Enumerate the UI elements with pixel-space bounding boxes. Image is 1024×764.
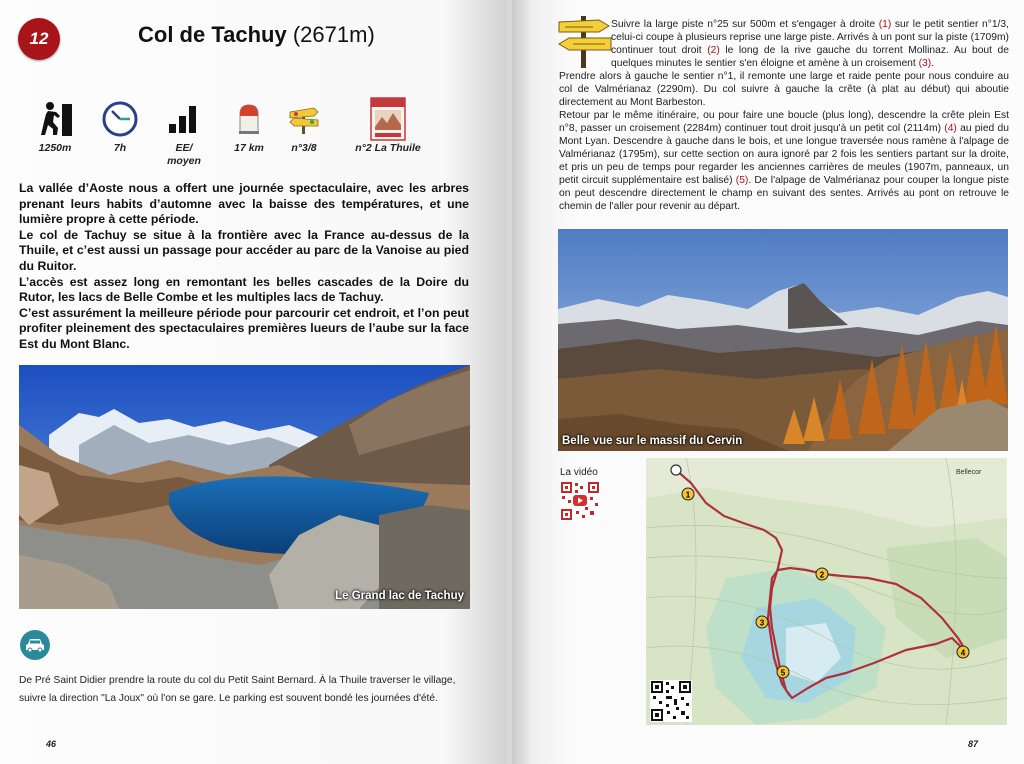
route-map [646, 458, 1007, 725]
page-number-right: 87 [968, 739, 979, 749]
stat-route-number [259, 98, 349, 155]
title-altitude: (2671m) [292, 22, 375, 47]
route-paragraph-3: Retour par le même itinéraire, ou pour faire une boucle (plus long), descendre la crête plein Est n°8, passer un croisement (2284m) continuer tout droit jusqu'à un petit col (2114m) (4) au pied du Mont Lyan. Descendre à gauche dans le bois, et une longue traversée nous ramène à l'alpage de Valmérianaz (1795m), sur cette section on aura ignoré par 2 fois les sentiers partant sur la droite, et pris un peu de temps pour regarder les anciennes carrières de meules (1907m, panneaux, un petit circuit supplémentaire est balisé) (5). De l'alpage de Valmérianaz pour couper la longue piste on peut descendre directement le champ en suivant des sentes. Arrivés au pont on retrouve le chemin de l'aller pour revenir au départ. [559, 110, 1009, 212]
access-text: De Pré Saint Didier prendre la route du col du Petit Saint Bernard. À la Thuile traverser le village, suivre la direction "La Joux" où l'on se gare. Le parking est souvent bondé les journées d'été. [19, 675, 456, 704]
waypoint-ref: (2) [707, 45, 720, 56]
route-number-icon [259, 98, 349, 140]
waypoint-marker [777, 666, 789, 678]
start-marker [671, 465, 681, 475]
hike-number-badge: 12 [18, 18, 60, 60]
photo-caption: Belle vue sur le massif du Cervin [562, 435, 743, 447]
intro-text [19, 181, 469, 353]
stat-label: n°3/8 [291, 142, 317, 154]
map-qr-code[interactable] [650, 680, 692, 725]
route-paragraph-2: Prendre alors à gauche le sentier n°1, il remonte une large et raide pente pour nous conduire au col de Valmérianaz (2290m). Du col suivre à gauche la crête (à plat au début) qui aboutie directement au Mont Barbeston. [559, 71, 1009, 108]
video-label: La vidéo [560, 467, 598, 478]
intro-paragraph: Le col de Tachuy se situe à la frontière avec la France au-dessus de la Thuile, et c’est aussi un passage pour accéder au parc de la Vanoise au pied du Ruitor. [19, 227, 469, 273]
route-description [559, 18, 1009, 213]
stat-label: 7h [113, 142, 127, 154]
stat-map [343, 98, 433, 155]
svg-text:1: 1 [685, 490, 691, 500]
video-qr-code[interactable] [560, 481, 600, 526]
waypoint-ref: (3) [918, 58, 932, 69]
svg-text:2: 2 [819, 570, 825, 580]
waypoint-marker [816, 568, 828, 580]
intro-paragraph: C’est assurément la meilleure période pour parcourir cet endroit, et l’on peut profiter pleinement des spectaculaires premières lueurs de l’aube sur la face Est du Mont Blanc. [19, 305, 469, 351]
svg-text:3: 3 [759, 618, 765, 628]
left-page [0, 0, 506, 764]
car-icon [20, 630, 50, 660]
waypoint-ref: (4) [944, 123, 957, 134]
waypoint-marker [682, 488, 694, 500]
svg-text:5: 5 [780, 668, 786, 678]
waypoint-marker [957, 646, 969, 658]
cervin-photo [558, 229, 1008, 451]
title-main: Col de Tachuy [138, 22, 287, 47]
intro-paragraph: L’accès est assez long en remontant les belles cascades de la Doire du Rutor, les lacs de Belle Combe et les multiples lacs de Tachuy. [19, 274, 469, 305]
stat-label: n°2 La Thuile [355, 142, 421, 154]
lake-photo [19, 365, 470, 609]
stat-label: EE/ moyen [167, 142, 201, 167]
svg-text:4: 4 [960, 648, 966, 658]
map-booklet-icon [343, 98, 433, 140]
stat-label: 17 km [234, 142, 264, 154]
page-number-left: 46 [46, 739, 57, 749]
waypoint-marker [756, 616, 768, 628]
waypoint-ref: (5) [735, 175, 749, 186]
photo-caption: Le Grand lac de Tachuy [335, 590, 464, 602]
intro-paragraph: La vallée d’Aoste nous a offert une journée spectaculaire, avec les arbres prenant leurs habits d’automne avec la baisse des températures, et une lumière propre à cette période. [19, 181, 469, 227]
route-paragraph-1: Suivre la large piste n°25 sur 500m et s'engager à droite (1) sur le petit sentier n°1/3, celui-ci coupe à plusieurs reprise une large piste. Arrivés à un pont sur la piste (1709m) continuer tout droit (2) le long de la rive gauche du torrent Mollinaz. Au bout de quelques minutes le sentier s'en éloigne et amène à un croisement (3). [611, 19, 1009, 69]
stat-label: 1250m [38, 142, 72, 154]
waypoint-ref: (1) [878, 19, 892, 30]
map-place-label: Bellecor [956, 469, 982, 476]
page-title [138, 22, 375, 48]
